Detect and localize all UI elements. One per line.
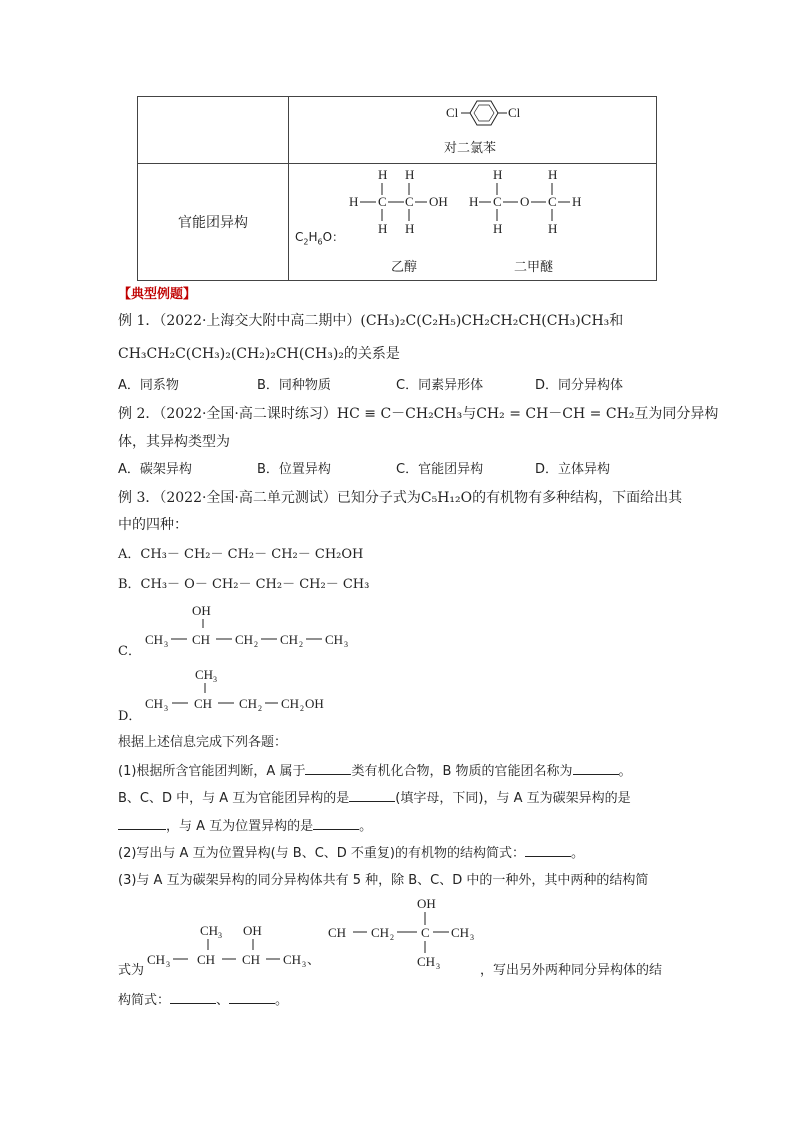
option-b: B．位置异构	[257, 462, 331, 477]
answer-blank[interactable]	[573, 762, 619, 775]
svg-text:C: C	[405, 194, 414, 209]
table-row	[138, 97, 657, 164]
svg-text:H: H	[469, 194, 479, 209]
example-3-line-2: 中的四种：	[118, 517, 188, 533]
svg-text:CH: CH	[281, 696, 300, 711]
option-b: B．同种物质	[257, 378, 331, 393]
svg-text:OH: OH	[192, 603, 211, 618]
svg-text:C: C	[493, 194, 502, 209]
svg-text:H: H	[493, 221, 503, 236]
svg-text:CH: CH	[192, 632, 211, 647]
svg-text:CH: CH	[145, 696, 164, 711]
svg-text:CH: CH	[147, 952, 166, 967]
svg-text:CH: CH	[417, 954, 436, 969]
svg-text:3: 3	[213, 675, 217, 684]
svg-text:CH: CH	[197, 952, 216, 967]
question-1-line-3: ，与 A 互为位置异构的是 。	[118, 815, 372, 834]
answer-blank[interactable]	[170, 991, 216, 1004]
example-2-line-1: 例 2．（2022·全国·高二课时练习）HC ≡ C－CH₂CH₃与CH₂ = CH－CH = CH₂互为同分异构	[118, 406, 719, 422]
svg-text:、: 、	[307, 952, 320, 967]
svg-text:CH: CH	[283, 952, 302, 967]
svg-text:2: 2	[254, 640, 258, 649]
ethanol-structure	[347, 166, 472, 246]
svg-text:H: H	[378, 167, 388, 182]
question-3-line-1: (3)与 A 互为碳架异构的同分异构体共有 5 种，除 B、C、D 中的一种外，其中两种的结构简	[118, 873, 649, 888]
svg-text:OH: OH	[243, 923, 262, 938]
svg-text:3: 3	[166, 960, 170, 969]
svg-text:CH: CH	[325, 632, 344, 647]
option-d: D．立体异构	[535, 462, 611, 477]
svg-text:2: 2	[258, 704, 262, 713]
isomer-table	[137, 96, 657, 281]
table-cell-c2h6o	[289, 164, 657, 281]
svg-text:H: H	[405, 167, 415, 182]
svg-text:C: C	[421, 925, 430, 940]
svg-text:CH: CH	[242, 952, 261, 967]
table-cell-dichlorobenzene	[289, 97, 657, 164]
svg-text:3: 3	[470, 933, 474, 942]
answer-blank[interactable]	[313, 817, 359, 830]
example-2-line-2: 体，其异构类型为	[118, 434, 230, 450]
svg-text:C: C	[548, 194, 557, 209]
svg-text:CH: CH	[195, 667, 214, 682]
svg-text:H: H	[349, 194, 359, 209]
question-2: (2)写出与 A 互为位置异构(与 B、C、D 不重复)的有机物的结构简式： 。	[118, 846, 585, 861]
svg-text:CH: CH	[194, 696, 213, 711]
example-3-line-1: 例 3．（2022·全国·高二单元测试）已知分子式为C₅H₁₂O的有机物有多种结构，下面给出其	[118, 490, 683, 506]
cl-left-label: Cl	[446, 105, 459, 120]
question-3-suffix: ，写出另外两种同分异构体的结	[480, 963, 663, 978]
svg-text:2: 2	[390, 933, 394, 942]
svg-text:H: H	[548, 167, 558, 182]
svg-text:OH: OH	[429, 194, 448, 209]
svg-text:CH: CH	[451, 925, 470, 940]
option-d-label: D．	[118, 709, 142, 724]
question-3-last-line: 构简式： 、 。	[118, 993, 289, 1008]
svg-text:3: 3	[302, 960, 306, 969]
cl-right-label: Cl	[508, 105, 521, 120]
question-1-line-1: (1)根据所含官能团判断，A 属于 类有机化合物，B 物质的官能团名称为 。	[118, 764, 632, 779]
svg-text:CH: CH	[200, 923, 219, 938]
svg-text:CH: CH	[239, 696, 258, 711]
svg-text:CH: CH	[280, 632, 299, 647]
table-cell-empty	[138, 97, 289, 164]
svg-text:OH: OH	[305, 696, 324, 711]
svg-text:3: 3	[164, 704, 168, 713]
svg-text:O: O	[520, 194, 530, 209]
functional-isomer-label: 官能团异构	[138, 164, 289, 281]
svg-text:3: 3	[344, 640, 348, 649]
svg-text:CH: CH	[235, 632, 254, 647]
dimethyl-ether-caption: 二甲醚	[514, 260, 554, 275]
option-a: A．碳架异构	[118, 462, 192, 477]
svg-text:OH: OH	[417, 896, 436, 911]
answer-blank[interactable]	[305, 762, 351, 775]
svg-text:3: 3	[436, 962, 440, 971]
option-d-structure	[140, 664, 350, 714]
answer-blank[interactable]	[118, 817, 166, 830]
svg-text:H: H	[548, 221, 558, 236]
dichlorobenzene-caption: 对二氯苯	[444, 141, 497, 156]
example-1-line-2: CH₃CH₂C(CH₃)₂(CH₂)₂CH(CH₃)₂的关系是	[118, 346, 400, 362]
svg-text:C: C	[378, 194, 387, 209]
table-row	[138, 164, 657, 281]
ethanol-caption: 乙醇	[391, 260, 418, 275]
svg-text:3: 3	[218, 931, 222, 940]
svg-text:CH: CH	[145, 632, 164, 647]
dimethyl-ether-structure	[467, 166, 602, 246]
c2h6o-formula: $C_2H_6O$：	[295, 230, 345, 247]
svg-text:2: 2	[300, 704, 304, 713]
option-c-structure	[140, 600, 370, 650]
option-c-label: C．	[118, 644, 141, 659]
svg-text:H: H	[572, 194, 582, 209]
svg-text:CH: CH	[371, 925, 390, 940]
answer-blank[interactable]	[349, 789, 395, 802]
svg-text:3: 3	[164, 640, 168, 649]
q3-structure-1	[145, 920, 320, 970]
option-b-structure: B．CH₃－ O－ CH₂－ CH₂－ CH₂－ CH₃	[118, 577, 370, 592]
answer-blank[interactable]	[525, 844, 571, 857]
option-c: C．同素异形体	[396, 378, 484, 393]
answer-blank[interactable]	[229, 991, 275, 1004]
question-1-line-2: B、C、D 中，与 A 互为官能团异构的是 (填字母，下同)，与 A 互为碳架异构的是	[118, 791, 631, 806]
q3-structure-2	[325, 893, 485, 973]
option-a: A．同系物	[118, 378, 179, 393]
option-a-structure: A．CH₃－ CH₂－ CH₂－ CH₂－ CH₂OH	[118, 547, 364, 562]
svg-text:H: H	[405, 221, 415, 236]
option-d: D．同分异构体	[535, 378, 624, 393]
instruction-text: 根据上述信息完成下列各题：	[118, 735, 288, 750]
question-3-prefix: 式为	[118, 963, 145, 978]
option-c: C．官能团异构	[396, 462, 484, 477]
svg-text:H: H	[493, 167, 503, 182]
example-1-line-1: 例 1．（2022·上海交大附中高二期中）(CH₃)₂C(C₂H₅)CH₂CH₂CH(CH₃)CH₃和	[118, 313, 624, 329]
typical-examples-heading: 【典型例题】	[118, 287, 197, 302]
svg-text:CH: CH	[328, 925, 347, 940]
svg-text:2: 2	[299, 640, 303, 649]
svg-text:H: H	[378, 221, 388, 236]
